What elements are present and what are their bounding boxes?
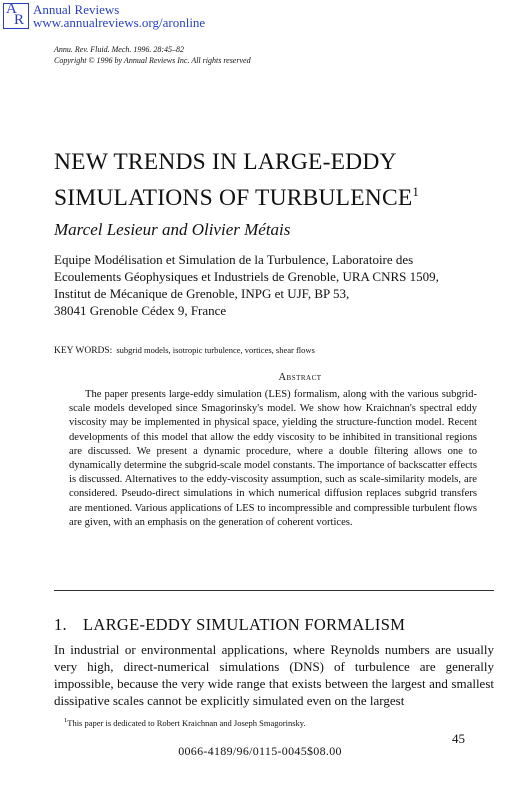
title-footnote-mark: 1 xyxy=(412,184,420,199)
citation-journal: Annu. Rev. Fluid. Mech. 1996. 28:45–82 xyxy=(54,45,185,54)
footnote-text: This paper is dedicated to Robert Kraichnan and Joseph Smagorinsky. xyxy=(67,717,306,728)
affiliation-line: Institut de Mécanique de Grenoble, INPG et UJF, BP 53, xyxy=(54,286,350,301)
abstract-text: The paper presents large-eddy simulation (LES) formalism, along with the various subgrid-scale models developed since Smagorinsky's model. We show how Kraichnan's spectral eddy viscosity may be implemented in physical space, yielding the structure-function model. Recent developments of this model that allow the eddy viscosity to be inhibited in transitional regions are discussed. We present a dynamic procedure, where a double filtering allows one to dynamically determine the subgrid-scale model constants. The importance of backscatter effects is discussed. Alternatives to the eddy-viscosity assumption, such as scale-similarity models, are considered. Pseudo-direct simulations in which numerical diffusion replaces subgrid transfers are mentioned. Various applications of LES to incompressible and compressible turbulent flows are given, with an emphasis on the generation of coherent vortices. xyxy=(69,389,477,528)
article-title xyxy=(54,148,494,213)
keywords-list: subgrid models, isotropic turbulence, vortices, shear flows xyxy=(116,345,315,355)
citation-copyright: Copyright © 1996 by Annual Reviews Inc. All rights reserved xyxy=(54,56,251,65)
affiliation-line: Ecoulements Géophysiques et Industriels de Grenoble, URA CNRS 1509, xyxy=(54,269,439,284)
title-line-2-text: SIMULATIONS OF TURBULENCE xyxy=(54,185,413,211)
annual-reviews-logo-icon: A R xyxy=(3,3,29,29)
footnote-mark: 1 xyxy=(64,717,68,724)
publisher-url-link[interactable]: www.annualreviews.org/aronline xyxy=(33,15,206,30)
affiliation-line: 38041 Grenoble Cédex 9, France xyxy=(54,303,227,318)
affiliation xyxy=(54,251,494,319)
affiliation-line: Equipe Modélisation et Simulation de la Turbulence, Laboratoire des xyxy=(54,252,414,267)
section-divider xyxy=(54,590,494,591)
article-code: 0066-4189/96/0115-0045$08.00 xyxy=(178,744,342,758)
keywords-label: KEY WORDS: xyxy=(54,346,113,356)
title-line-2 xyxy=(54,177,494,213)
keywords xyxy=(54,345,315,356)
footnote xyxy=(64,717,306,728)
abstract-heading: Abstract xyxy=(278,372,322,383)
authors: Marcel Lesieur and Olivier Métais xyxy=(54,220,291,239)
section-title: LARGE-EDDY SIMULATION FORMALISM xyxy=(82,615,406,634)
citation-block xyxy=(54,44,251,66)
section-body-text: In industrial or environmental applications, where Reynolds numbers are usually very high, direct-numerical simulations (DNS) of turbulence are generally impossible, because the very wide range that exists between the largest and smallest dissipative scales cannot be explicitly simulated even on the largest xyxy=(54,642,494,708)
title-line-1: NEW TRENDS IN LARGE-EDDY xyxy=(54,149,397,175)
page-number: 45 xyxy=(452,731,465,746)
publisher-name[interactable]: Annual Reviews xyxy=(33,2,120,17)
section-heading xyxy=(54,615,405,635)
section-number: 1. xyxy=(54,615,67,634)
